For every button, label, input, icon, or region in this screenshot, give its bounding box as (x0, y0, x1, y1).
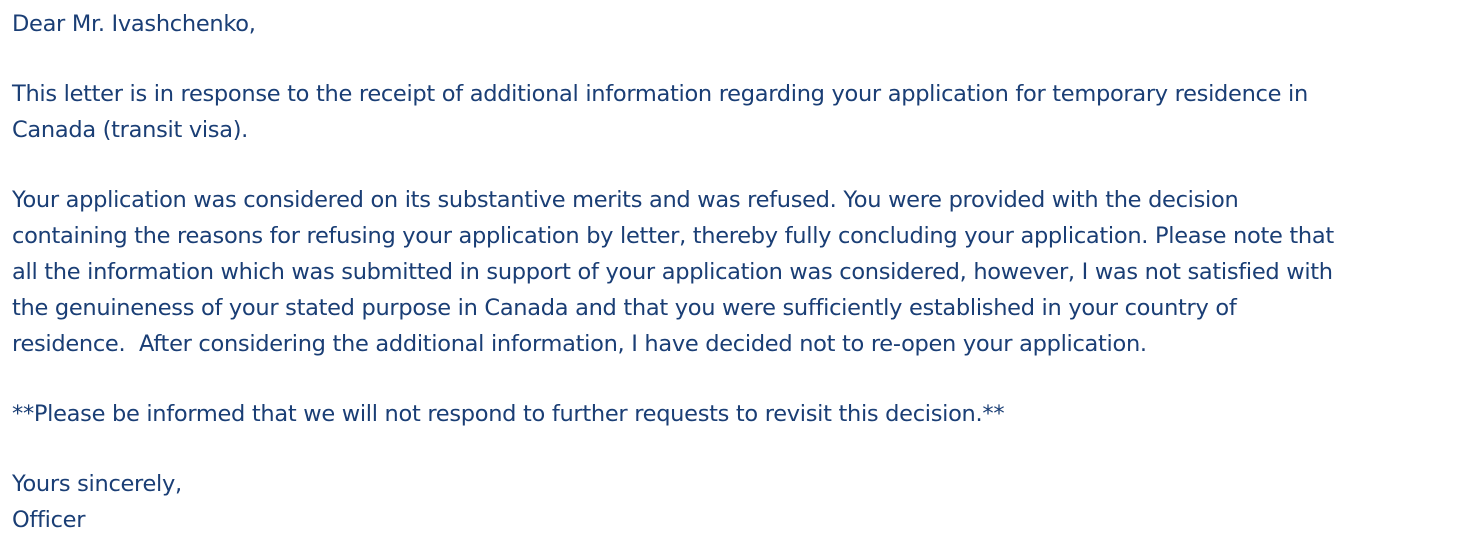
paragraph-decision (12, 182, 1464, 362)
paragraph-line: the genuineness of your stated purpose in Canada and that you were sufficiently established in your country of (12, 295, 1237, 321)
paragraph-line: Your application was considered on its substantive merits and was refused. You were provided with the decision (12, 187, 1239, 213)
paragraph-spacer (12, 432, 1464, 466)
paragraph-spacer (12, 148, 1464, 182)
paragraph-line: all the information which was submitted in support of your application was considered, however, I was not satisfied with (12, 259, 1333, 285)
notice: **Please be informed that we will not respond to further requests to revisit this decision.** (12, 401, 1005, 427)
paragraph-line: Canada (transit visa). (12, 117, 249, 143)
paragraph-line: This letter is in response to the receipt of additional information regarding your application for temporary residence in (12, 81, 1308, 107)
closing: Yours sincerely, (12, 471, 182, 497)
paragraph-spacer (12, 362, 1464, 396)
paragraph-receipt (12, 76, 1464, 148)
salutation: Dear Mr. Ivashchenko, (12, 11, 256, 37)
paragraph-line: containing the reasons for refusing your application by letter, thereby fully concluding your application. Please note that (12, 223, 1334, 249)
paragraph-line: residence. After considering the additional information, I have decided not to re-open your application. (12, 331, 1147, 357)
paragraph-spacer (12, 42, 1464, 76)
signature: Officer (12, 507, 86, 533)
